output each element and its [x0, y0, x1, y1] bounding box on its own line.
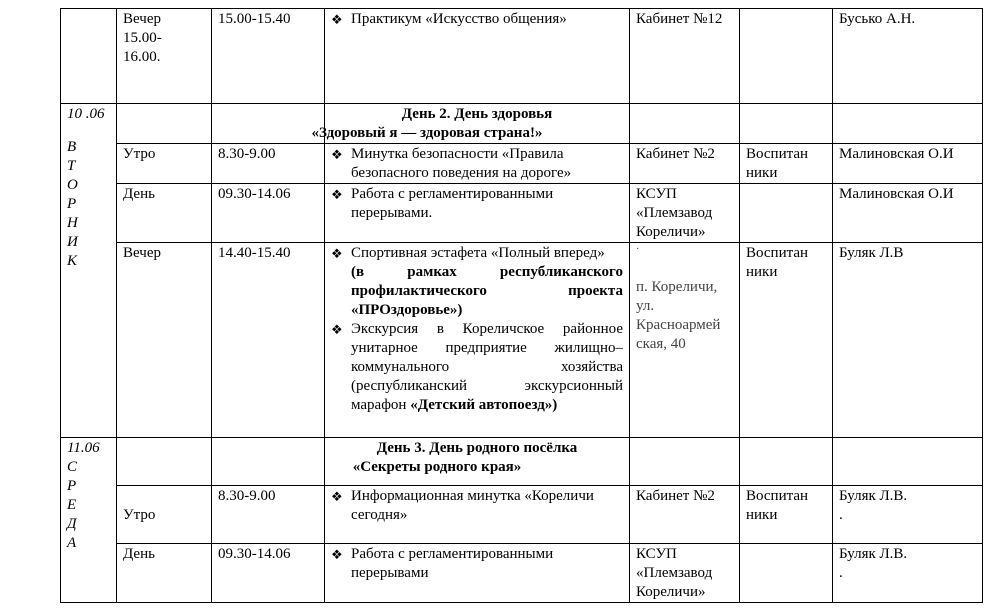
- event-cell: [325, 9, 630, 104]
- hours-cell: 09.30-14.06: [212, 184, 325, 243]
- event-text: Работа с регламентированными перерывами.: [351, 186, 554, 221]
- participants-cell: Воспитан ники: [740, 486, 833, 544]
- responsible-cell: [833, 438, 983, 486]
- responsible-cell: Буляк Л.В: [833, 243, 983, 438]
- bullet-icon: ❖: [331, 489, 343, 504]
- table-row: [61, 184, 983, 243]
- event-text: Практикум «Искусство общения»: [351, 11, 567, 27]
- day-title-cell: [311, 104, 630, 144]
- responsible-name: Буляк Л.В.: [839, 546, 908, 562]
- day-title: День 3. День родного посёлка: [376, 440, 578, 456]
- responsible-cell: [833, 544, 983, 603]
- event-note: (в рамках республиканского профилактического проекта «ПРОздоровье»): [351, 264, 623, 318]
- weekday-vertical: В Т О Р Н И К: [67, 139, 78, 269]
- time-of-day-cell: [117, 104, 212, 144]
- place-cell: Кабинет №2: [630, 486, 740, 544]
- schedule-table: [60, 8, 983, 603]
- event-cell: [325, 486, 630, 544]
- hours-cell: 8.30-9.00: [212, 144, 325, 184]
- event-cell: [325, 144, 630, 184]
- event-text: Информационная минутка «Кореличи сегодня»: [351, 488, 594, 523]
- weekday-vertical: С Р Е Д А: [67, 459, 78, 551]
- table-row: [61, 544, 983, 603]
- time-of-day-cell: [117, 9, 212, 104]
- responsible-cell: [833, 104, 983, 144]
- event-text: Экскурсия в Кореличское районное унитарное предприятие жилищно–коммунального хозяйства (республиканский экскурсионный марафон: [351, 321, 623, 413]
- time-of-day-cell: День: [117, 544, 212, 603]
- bullet-icon: ❖: [331, 187, 343, 202]
- table-row: [61, 243, 983, 438]
- time-of-day-cell: Утро: [117, 144, 212, 184]
- participants-cell: [740, 438, 833, 486]
- bullet-icon: ❖: [331, 12, 343, 27]
- responsible-cell: Малиновская О.И: [833, 184, 983, 243]
- day-subtitle: «Секреты родного края»: [352, 459, 522, 475]
- hours-cell: 09.30-14.06: [212, 544, 325, 603]
- day-header-row: [61, 104, 983, 144]
- place-cell: [630, 243, 740, 438]
- day-subtitle: «Здоровый я — здоровая страна!»: [311, 125, 543, 141]
- date-cell: [61, 9, 117, 104]
- table-row: [61, 486, 983, 544]
- participants-cell: [740, 104, 833, 144]
- event-note: «Детский автопоезд»): [410, 397, 558, 413]
- time-of-day-cell: [117, 438, 212, 486]
- table-row: [61, 144, 983, 184]
- place-cell: КСУП «Племзавод Кореличи»: [630, 544, 740, 603]
- bullet-icon: ❖: [331, 322, 343, 337]
- participants-cell: Воспитан ники: [740, 144, 833, 184]
- participants-cell: [740, 184, 833, 243]
- hours-cell: 14.40-15.40: [212, 243, 325, 438]
- event-cell: [325, 544, 630, 603]
- place-marker: ·: [636, 244, 640, 255]
- bullet-icon: ❖: [331, 547, 343, 562]
- responsible-mark: .: [839, 565, 843, 581]
- bullet-icon: ❖: [331, 147, 343, 162]
- hours-cell: 15.00-15.40: [212, 9, 325, 104]
- responsible-mark: .: [839, 507, 843, 523]
- date-cell: [61, 438, 117, 603]
- day-title-cell: [325, 438, 630, 486]
- event-cell: [325, 184, 630, 243]
- place-cell: [630, 104, 740, 144]
- participants-cell: Воспитан ники: [740, 243, 833, 438]
- place-cell: КСУП «Племзавод Кореличи»: [630, 184, 740, 243]
- time-of-day-cell: День: [117, 184, 212, 243]
- place-cell: [630, 438, 740, 486]
- bullet-icon: ❖: [331, 246, 343, 261]
- responsible-cell: Бусько А.Н.: [833, 9, 983, 104]
- responsible-cell: [833, 486, 983, 544]
- place-cell: Кабинет №12: [630, 9, 740, 104]
- day-title: День 2. День здоровья: [401, 106, 553, 122]
- event-cell: [325, 243, 630, 438]
- event-text: Минутка безопасности «Правила безопасного поведения на дороге»: [351, 146, 572, 181]
- event-text: Работа с регламентированными перерывами: [351, 546, 554, 581]
- place-text: п. Кореличи, ул. Красноармей ская, 40: [636, 279, 721, 352]
- hours-cell: 8.30-9.00: [212, 486, 325, 544]
- responsible-name: Буляк Л.В.: [839, 488, 908, 504]
- time-of-day-cell: Вечер: [117, 243, 212, 438]
- participants-cell: [740, 9, 833, 104]
- time-of-day: Вечер 15.00-16.00.: [123, 11, 162, 65]
- date: 10 .06: [67, 106, 105, 122]
- date: 11.06: [67, 440, 100, 456]
- place-cell: Кабинет №2: [630, 144, 740, 184]
- day-header-row: [61, 438, 983, 486]
- table-row: [61, 9, 983, 104]
- event-text: Спортивная эстафета «Полный вперед»: [351, 245, 605, 261]
- participants-cell: [740, 544, 833, 603]
- date-cell: [61, 104, 117, 438]
- responsible-cell: Малиновская О.И: [833, 144, 983, 184]
- time-of-day-cell: Утро: [117, 486, 212, 544]
